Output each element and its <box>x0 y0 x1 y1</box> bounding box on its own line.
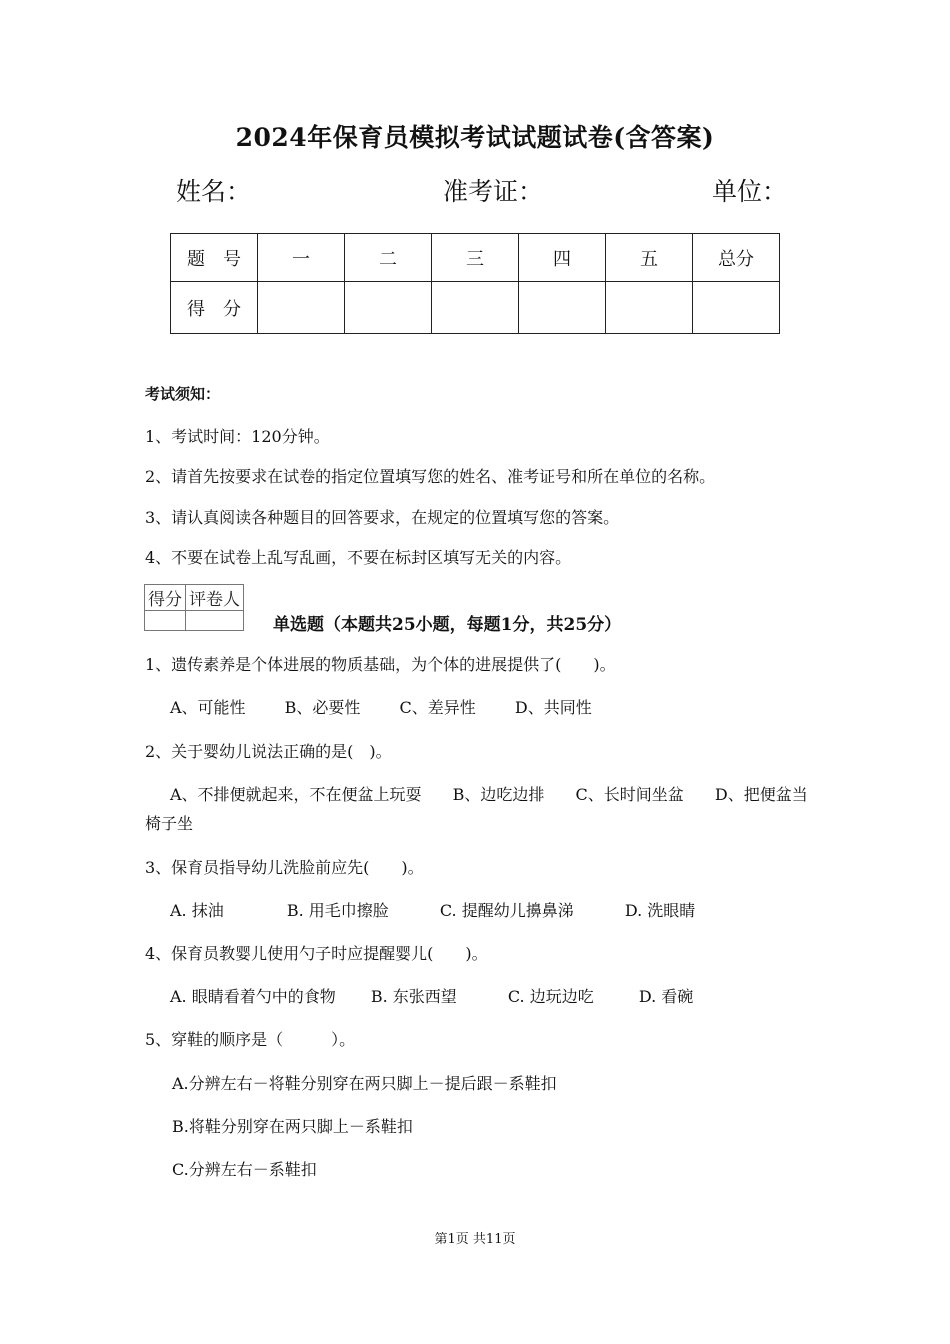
option: A. 眼睛看着勺中的食物 <box>170 987 336 1006</box>
option: A、可能性 <box>170 698 246 717</box>
option: B. 东张西望 <box>370 987 457 1006</box>
question-stem: 2、关于婴幼儿说法正确的是( )。 <box>145 742 392 761</box>
score-header-cell: 题 号 <box>171 234 258 282</box>
page-title: 2024年保育员模拟考试试题试卷(含答案) <box>235 123 715 152</box>
question-stem: 4、保育员教婴儿使用勺子时应提醒婴儿( )。 <box>145 944 488 963</box>
score-cell <box>519 282 606 334</box>
option-line: C.分辨左右－系鞋扣 <box>172 1160 317 1179</box>
section-heading: 单选题（本题共25小题，每题1分，共25分） <box>273 615 622 635</box>
option: C. 提醒幼儿擤鼻涕 <box>439 901 574 920</box>
notice-item: 3、请认真阅读各种题目的回答要求，在规定的位置填写您的答案。 <box>145 508 620 527</box>
score-cell <box>606 282 693 334</box>
page-footer: 第1页 共11页 <box>434 1232 516 1247</box>
score-header-cell: 二 <box>345 234 432 282</box>
question-stem: 1、遗传素养是个体进展的物质基础，为个体的进展提供了( )。 <box>145 655 616 674</box>
score-cell <box>432 282 519 334</box>
question-options <box>170 782 808 805</box>
option: D. 看碗 <box>638 987 694 1006</box>
option: C、差异性 <box>399 698 476 717</box>
score-cell <box>693 282 780 334</box>
score-header-cell: 三 <box>432 234 519 282</box>
option: B. 用毛巾擦脸 <box>286 901 389 920</box>
option-wrap-text: 椅子坐 <box>145 814 194 833</box>
question-options <box>170 695 592 718</box>
score-cell <box>258 282 345 334</box>
question-options <box>170 984 693 1007</box>
score-cell <box>345 282 432 334</box>
option: D. 洗眼睛 <box>624 901 696 920</box>
notice-heading: 考试须知： <box>145 385 221 403</box>
score-header-cell: 一 <box>258 234 345 282</box>
grader-box <box>144 584 244 631</box>
option-line: A.分辨左右－将鞋分别穿在两只脚上－提后跟－系鞋扣 <box>172 1074 557 1093</box>
score-table-header-row <box>171 234 780 282</box>
notice-item: 4、不要在试卷上乱写乱画，不要在标封区填写无关的内容。 <box>145 548 572 567</box>
notice-item: 1、考试时间：120分钟。 <box>145 427 330 446</box>
grader-reviewer-cell <box>186 611 244 631</box>
option: C. 边玩边吃 <box>507 987 594 1006</box>
option: A、不排便就起来，不在便盆上玩耍 <box>170 785 422 804</box>
grader-score-cell <box>145 611 186 631</box>
question-options <box>170 898 695 921</box>
unit-field-label: 单位： <box>712 177 788 206</box>
exam-id-field-label: 准考证： <box>443 177 544 206</box>
option: D、把便盆当 <box>714 785 808 804</box>
grader-reviewer-label: 评卷人 <box>186 585 244 611</box>
option: A. 抹油 <box>170 901 224 920</box>
option: B、必要性 <box>284 698 361 717</box>
option: C、长时间坐盆 <box>575 785 684 804</box>
question-stem: 3、保育员指导幼儿洗脸前应先( )。 <box>145 858 424 877</box>
score-header-cell: 四 <box>519 234 606 282</box>
name-field-label: 姓名： <box>176 177 252 206</box>
option: B、边吃边排 <box>452 785 545 804</box>
score-table <box>170 233 780 334</box>
score-header-cell: 五 <box>606 234 693 282</box>
option: D、共同性 <box>514 698 592 717</box>
grader-score-label: 得分 <box>145 585 186 611</box>
question-stem: 5、穿鞋的顺序是（ ）。 <box>145 1030 356 1049</box>
notice-item: 2、请首先按要求在试卷的指定位置填写您的姓名、准考证号和所在单位的名称。 <box>145 467 716 486</box>
option-line: B.将鞋分别穿在两只脚上－系鞋扣 <box>172 1117 413 1136</box>
score-row-label: 得 分 <box>171 282 258 334</box>
score-table-score-row <box>171 282 780 334</box>
score-header-cell: 总分 <box>693 234 780 282</box>
